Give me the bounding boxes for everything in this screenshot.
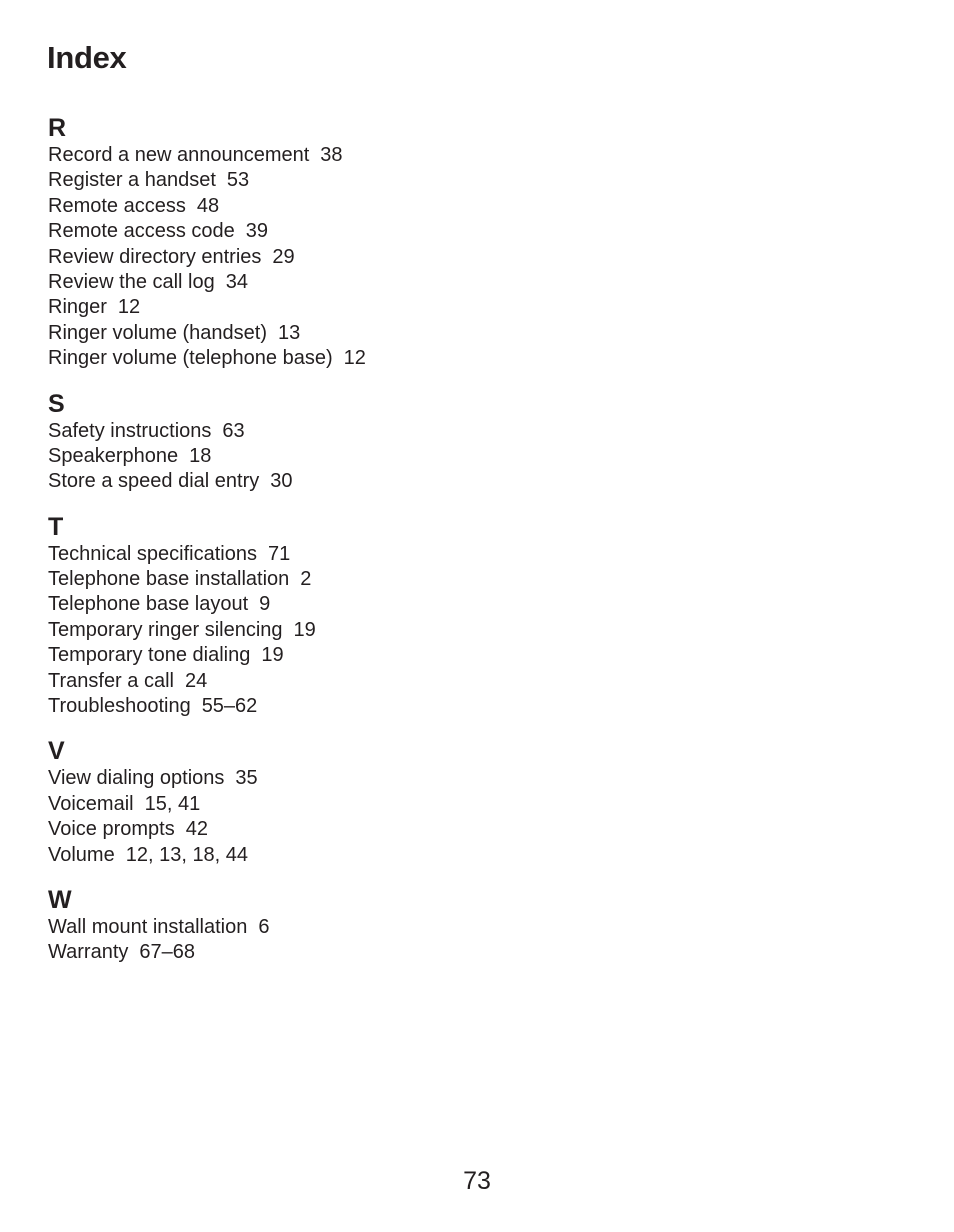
index-entry (48, 321, 748, 346)
entry-term: Ringer volume (handset) (48, 321, 267, 344)
index-entry (48, 295, 748, 320)
entry-pages: 30 (270, 470, 293, 493)
entry-term: Warranty (48, 941, 129, 964)
page-title: Index (47, 40, 127, 75)
index-section-r (48, 113, 748, 372)
section-letter: W (48, 885, 72, 914)
index-entry (48, 592, 748, 617)
index-entry (48, 792, 748, 817)
entry-term: Technical specifications (48, 542, 257, 565)
entry-term: Speakerphone (48, 444, 179, 467)
index-entry (48, 618, 748, 643)
entry-term: Review directory entries (48, 245, 262, 268)
index-section-w (48, 885, 748, 966)
entry-pages: 13 (278, 321, 301, 344)
index-entry (48, 766, 748, 791)
entry-term: Remote access (48, 194, 186, 217)
entry-term: Voicemail (48, 792, 134, 815)
index-entry (48, 219, 748, 244)
entry-pages: 35 (235, 767, 258, 790)
entry-term: Telephone base layout (48, 593, 249, 616)
page-number: 73 (463, 1167, 491, 1195)
entry-pages: 53 (226, 169, 250, 192)
entry-term: Safety instructions (48, 419, 212, 442)
index-entry (48, 469, 748, 494)
index-entry (48, 444, 748, 469)
index-entry (48, 817, 748, 842)
section-letter: R (48, 114, 67, 142)
index-section-s (48, 389, 748, 495)
entry-term: Wall mount installation (48, 915, 248, 938)
entry-pages: 42 (185, 818, 208, 841)
entry-pages: 12 (117, 296, 141, 319)
entry-pages: 12 (343, 347, 366, 370)
entry-pages: 2 (300, 568, 312, 591)
entry-list (48, 542, 748, 720)
index-entry (48, 346, 748, 371)
index-entry (48, 694, 748, 719)
entry-term: Voice prompts (48, 818, 175, 841)
entry-pages: 34 (225, 270, 248, 293)
index-entry (48, 194, 748, 219)
entry-pages: 71 (268, 542, 291, 565)
index-entry (48, 143, 748, 168)
index-section-t (48, 512, 748, 720)
entry-pages: 38 (320, 144, 343, 166)
entry-term: Remote access code (48, 220, 235, 243)
entry-pages: 39 (245, 220, 269, 243)
entry-term: Transfer a call (48, 669, 174, 692)
entry-term: Record a new announcement (48, 144, 310, 166)
index-entry (48, 843, 748, 868)
entry-pages: 29 (272, 245, 295, 268)
entry-pages: 24 (184, 669, 208, 692)
index-entry (48, 245, 748, 270)
entry-list (48, 766, 748, 868)
entry-pages: 12, 13, 18, 44 (125, 843, 249, 866)
entry-pages: 6 (258, 915, 270, 938)
entry-list (48, 915, 748, 966)
entry-term: View dialing options (48, 767, 225, 790)
index-entry (48, 419, 748, 444)
entry-term: Temporary tone dialing (48, 644, 251, 667)
index-entry (48, 669, 748, 694)
entry-term: Volume (48, 843, 115, 866)
entry-term: Ringer (48, 296, 107, 319)
entry-pages: 15, 41 (144, 792, 201, 815)
index-entry (48, 567, 748, 592)
index-body (48, 113, 748, 983)
entry-pages: 19 (261, 644, 284, 667)
entry-pages: 18 (189, 444, 212, 467)
entry-pages: 48 (196, 194, 220, 217)
entry-term: Temporary ringer silencing (48, 618, 283, 641)
section-letter: V (48, 737, 65, 766)
entry-term: Troubleshooting (48, 695, 191, 718)
section-letter: S (48, 389, 65, 418)
entry-pages: 19 (293, 618, 316, 641)
entry-pages: 67–68 (139, 941, 196, 964)
index-entry (48, 915, 748, 940)
entry-term: Ringer volume (telephone base) (48, 347, 333, 370)
entry-term: Review the call log (48, 270, 215, 293)
entry-pages: 63 (222, 419, 245, 442)
index-entry (48, 168, 748, 193)
index-entry (48, 542, 748, 567)
entry-pages: 55–62 (201, 695, 258, 718)
entry-list (48, 143, 748, 372)
index-section-v (48, 736, 748, 868)
section-letter: T (48, 512, 64, 541)
entry-term: Register a handset (48, 169, 216, 192)
index-entry (48, 643, 748, 668)
index-entry (48, 940, 748, 965)
entry-pages: 9 (259, 593, 271, 616)
entry-list (48, 419, 748, 495)
entry-term: Telephone base installation (48, 568, 290, 591)
entry-term: Store a speed dial entry (48, 470, 260, 493)
index-entry (48, 270, 748, 295)
